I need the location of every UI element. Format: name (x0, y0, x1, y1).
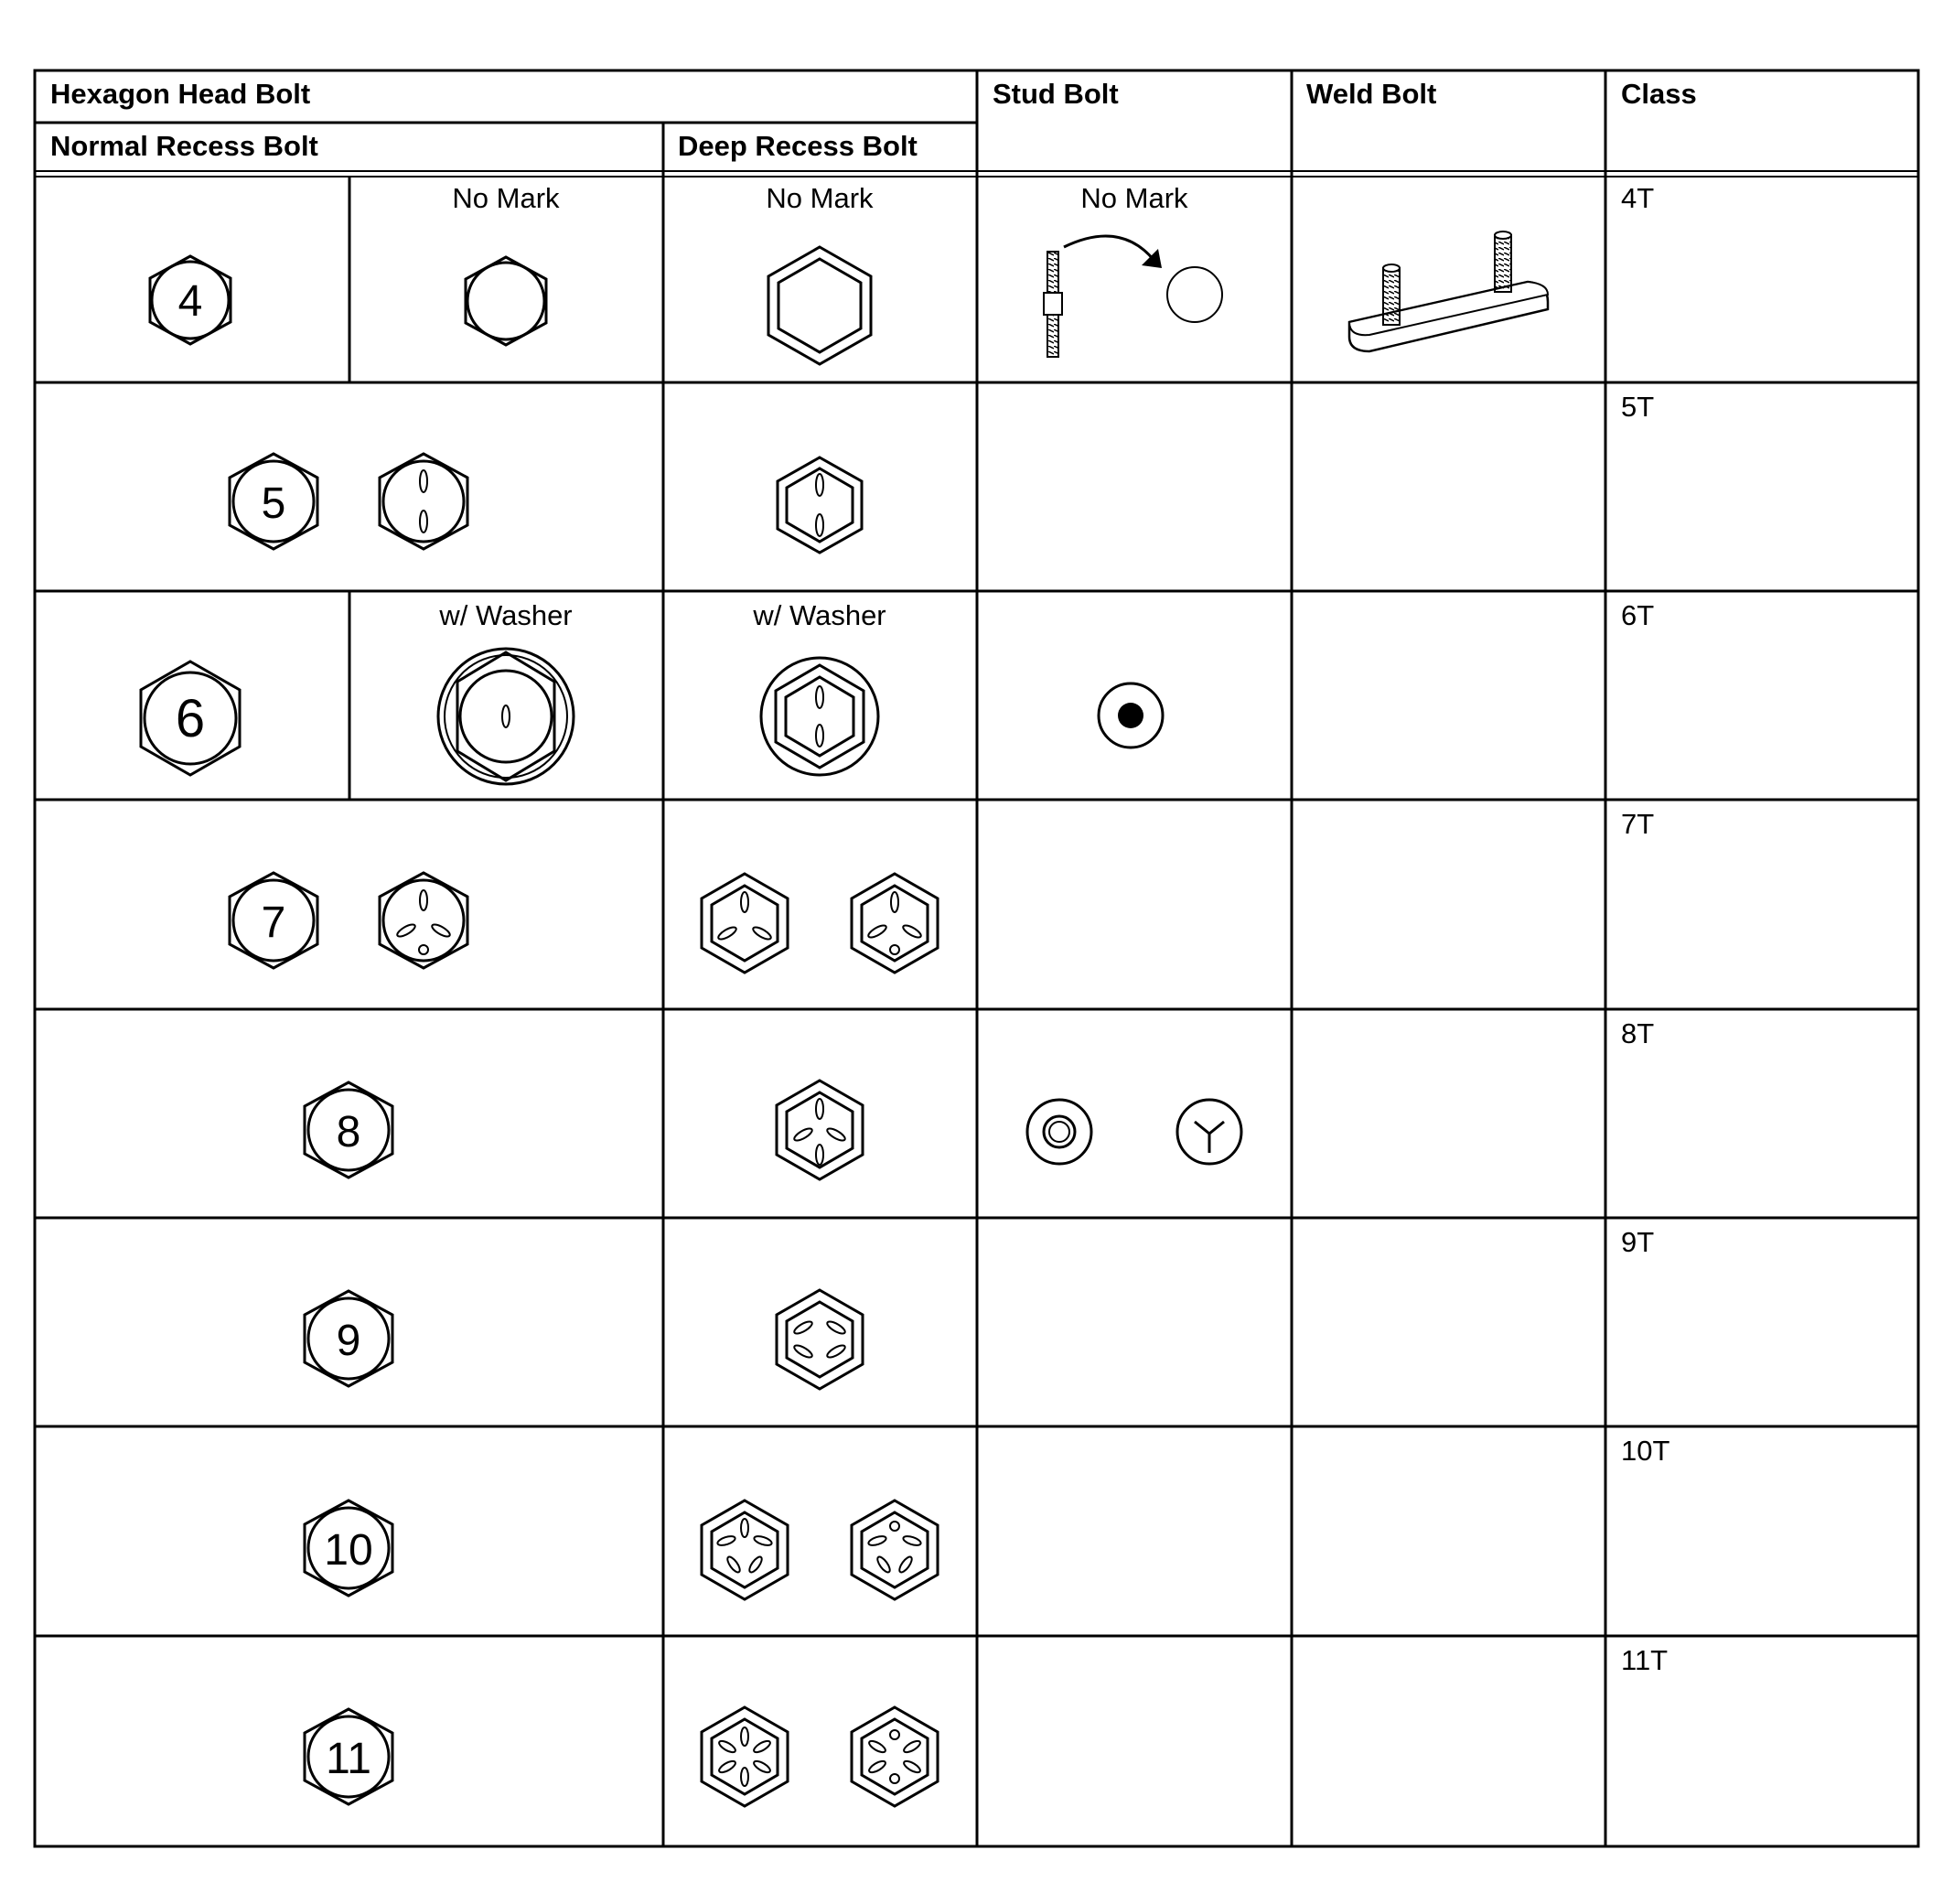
head-number: 4 (177, 277, 203, 326)
stud-bolt-no-mark-icon (1044, 236, 1222, 357)
deep-recess-six-line-dot-mark-icon (852, 1707, 938, 1806)
hex-head-three-line-mark-icon (380, 873, 467, 968)
hex-head-number-bolt-icon (305, 1291, 392, 1386)
hex-head-number-bolt-icon (305, 1501, 392, 1596)
hex-head-number-bolt-icon (141, 662, 240, 775)
head-number: 9 (336, 1317, 361, 1365)
header-normal-recess-bolt: Normal Recess Bolt (50, 130, 318, 162)
head-number: 6 (175, 689, 206, 748)
hex-head-number-bolt-icon (305, 1082, 392, 1178)
hex-head-no-mark-icon (466, 257, 546, 345)
header-deep-recess-bolt: Deep Recess Bolt (678, 130, 918, 162)
class-label: 6T (1621, 599, 1655, 631)
stud-bolt-double-circle-mark-icon (1027, 1100, 1091, 1164)
class-label: 4T (1621, 182, 1655, 214)
stud-bolt-dot-mark-icon (1099, 683, 1163, 748)
weld-bolt-icon (1349, 231, 1548, 351)
deep-recess-four-diagonal-mark-icon (777, 1290, 863, 1389)
deep-recess-three-line-mark-icon (702, 874, 788, 973)
class-label: 7T (1621, 808, 1655, 840)
no-mark-note: No Mark (1080, 182, 1188, 214)
hex-head-number-bolt-icon (150, 256, 231, 344)
hex-head-number-bolt-icon (305, 1709, 392, 1804)
class-label: 10T (1621, 1435, 1670, 1467)
no-mark-note: No Mark (766, 182, 874, 214)
header-hexagon-head-bolt: Hexagon Head Bolt (50, 78, 311, 110)
deep-recess-five-line-mark-icon (702, 1501, 788, 1599)
deep-recess-two-line-mark-icon (778, 457, 862, 553)
hex-head-number-bolt-icon (230, 873, 317, 968)
hex-head-number-bolt-icon (230, 454, 317, 549)
head-number: 5 (261, 479, 286, 528)
head-number: 10 (324, 1526, 373, 1575)
washer-note: w/ Washer (753, 599, 886, 631)
washer-note: w/ Washer (439, 599, 573, 631)
class-label: 8T (1621, 1017, 1655, 1049)
stud-bolt-y-mark-icon (1177, 1100, 1241, 1164)
class-label: 5T (1621, 391, 1655, 423)
head-number: 11 (326, 1735, 371, 1783)
head-number: 7 (261, 898, 286, 947)
header-weld-bolt: Weld Bolt (1306, 78, 1437, 110)
deep-recess-washer-two-line-mark-icon (761, 658, 878, 775)
hex-head-washer-one-line-mark-icon (438, 649, 574, 784)
header-stud-bolt: Stud Bolt (993, 78, 1119, 110)
hex-head-two-line-mark-icon (380, 454, 467, 549)
deep-recess-no-mark-icon (768, 247, 871, 364)
deep-recess-six-line-mark-icon (702, 1707, 788, 1806)
deep-recess-three-line-dot-mark-icon (852, 874, 938, 973)
class-label: 9T (1621, 1226, 1655, 1258)
class-label: 11T (1621, 1644, 1669, 1676)
deep-recess-four-line-mark-icon (777, 1081, 863, 1179)
no-mark-note: No Mark (452, 182, 560, 214)
deep-recess-five-line-dot-mark-icon (852, 1501, 938, 1599)
head-number: 8 (336, 1108, 361, 1156)
header-class: Class (1621, 78, 1697, 110)
